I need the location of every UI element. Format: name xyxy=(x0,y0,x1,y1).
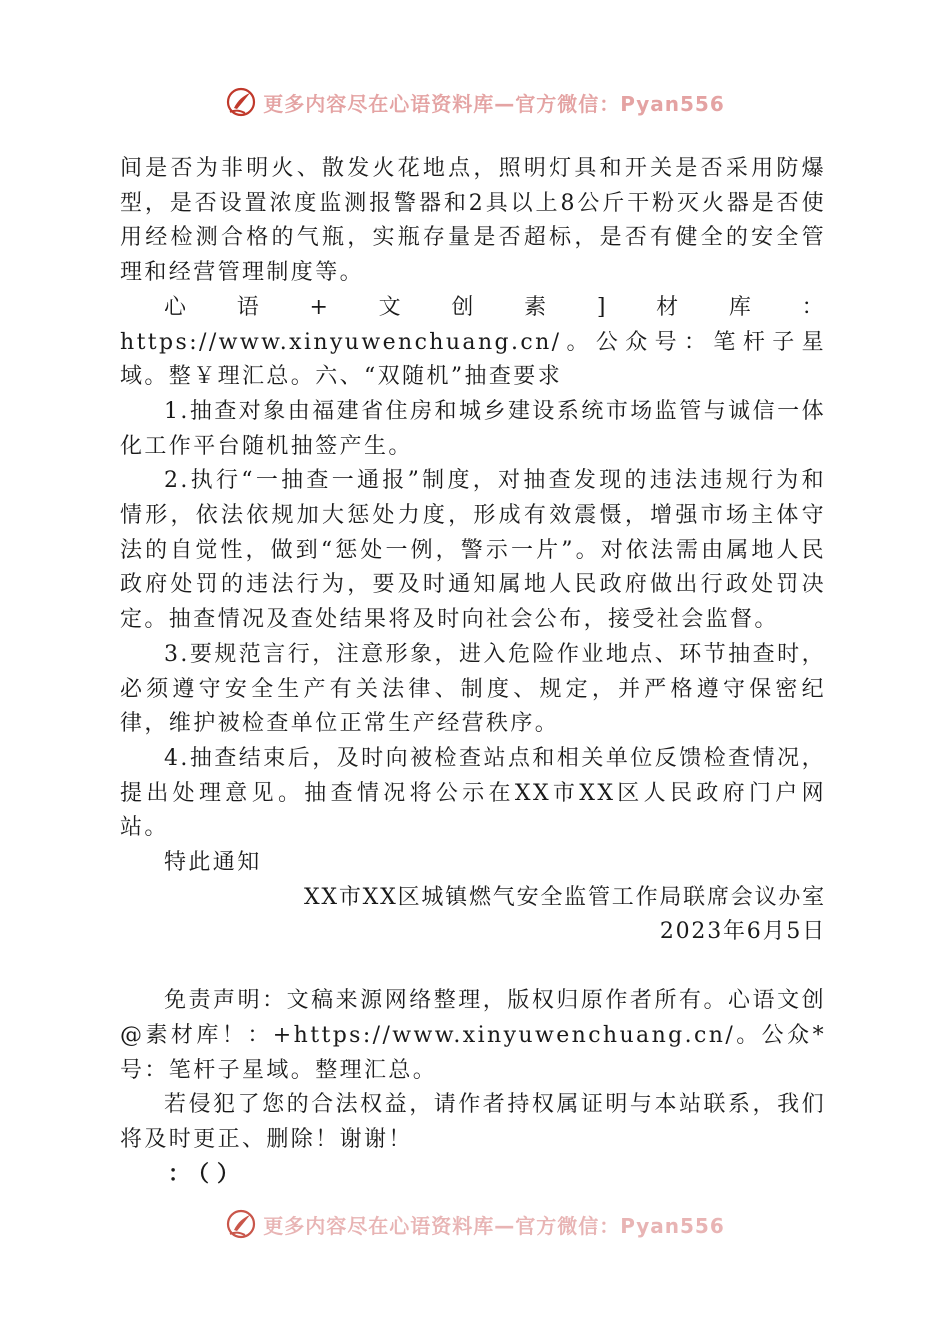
footer-banner xyxy=(0,1204,950,1244)
paragraph-item-1: 1.抽查对象由福建省住房和城乡建设系统市场监管与诚信一体化工作平台随机抽签产生。 xyxy=(120,398,826,459)
signature-organization: XX市XX区城镇燃气安全监管工作局联席会议办室 xyxy=(303,884,826,910)
paragraph-notice: 特此通知 xyxy=(164,850,262,876)
paragraph-item-2: 2.执行“一抽查一通报”制度，对抽查发现的违法违规行为和情形，依法依规加大惩处力度，形成有效震慑，增强市场主体守法的自觉性，做到“惩处一例，警示一片”。对依法需由属地人民政府处罚的违法行为，要及时通知属地人民政府做出行政处罚决定。抽查情况及查处结果将及时向社会公布，接受社会监督。 xyxy=(120,468,826,633)
paragraph-continuation: 间是否为非明火、散发火花地点，照明灯具和开关是否采用防爆型，是否设置浓度监测报警器和2具以上8公斤干粉灭火器是否使用经检测合格的气瓶，实瓶存量是否超标，是否有健全的安全管理和经营管理制度等。 xyxy=(120,156,826,286)
document-body xyxy=(120,152,826,1192)
spacer xyxy=(120,950,826,984)
header-banner-text: 更多内容尽在心语资料库—官方微信：Pyan556 xyxy=(263,91,725,116)
paragraph-item-3: 3.要规范言行，注意形象，进入危险作业地点、环节抽查时，必须遵守安全生产有关法律、制度、规定，并严格遵守保密纪律，维护被检查单位正常生产经营秩序。 xyxy=(120,641,826,737)
disclaimer-paragraph: 免责声明：文稿来源网络整理，版权归原作者所有。心语文创@素材库！：+https://www.xinyuwenchuang.cn/。公众*号：笔杆子星域。整理汇总。 xyxy=(120,988,826,1083)
signature-date: 2023年6月5日 xyxy=(659,919,826,945)
pen-brush-logo-icon xyxy=(225,86,257,118)
infringement-paragraph: 若侵犯了您的合法权益，请作者持权属证明与本站联系，我们将及时更正、删除！谢谢！ xyxy=(120,1092,826,1152)
pen-brush-logo-icon xyxy=(225,1208,257,1240)
footer-banner-text: 更多内容尽在心语资料库—官方微信：Pyan556 xyxy=(263,1213,725,1238)
tail-mark: ：（） xyxy=(168,1161,248,1187)
header-banner xyxy=(0,82,950,122)
paragraph-item-4: 4.抽查结束后，及时向被检查站点和相关单位反馈检查情况，提出处理意见。抽查情况将公示在XX市XX区人民政府门户网站。 xyxy=(120,745,826,841)
paragraph-section-six: 心语+文创素]材库：https://www.xinyuwenchuang.cn/。公众号：笔杆子星域。整￥理汇总。六、“双随机”抽查要求 xyxy=(120,294,826,390)
